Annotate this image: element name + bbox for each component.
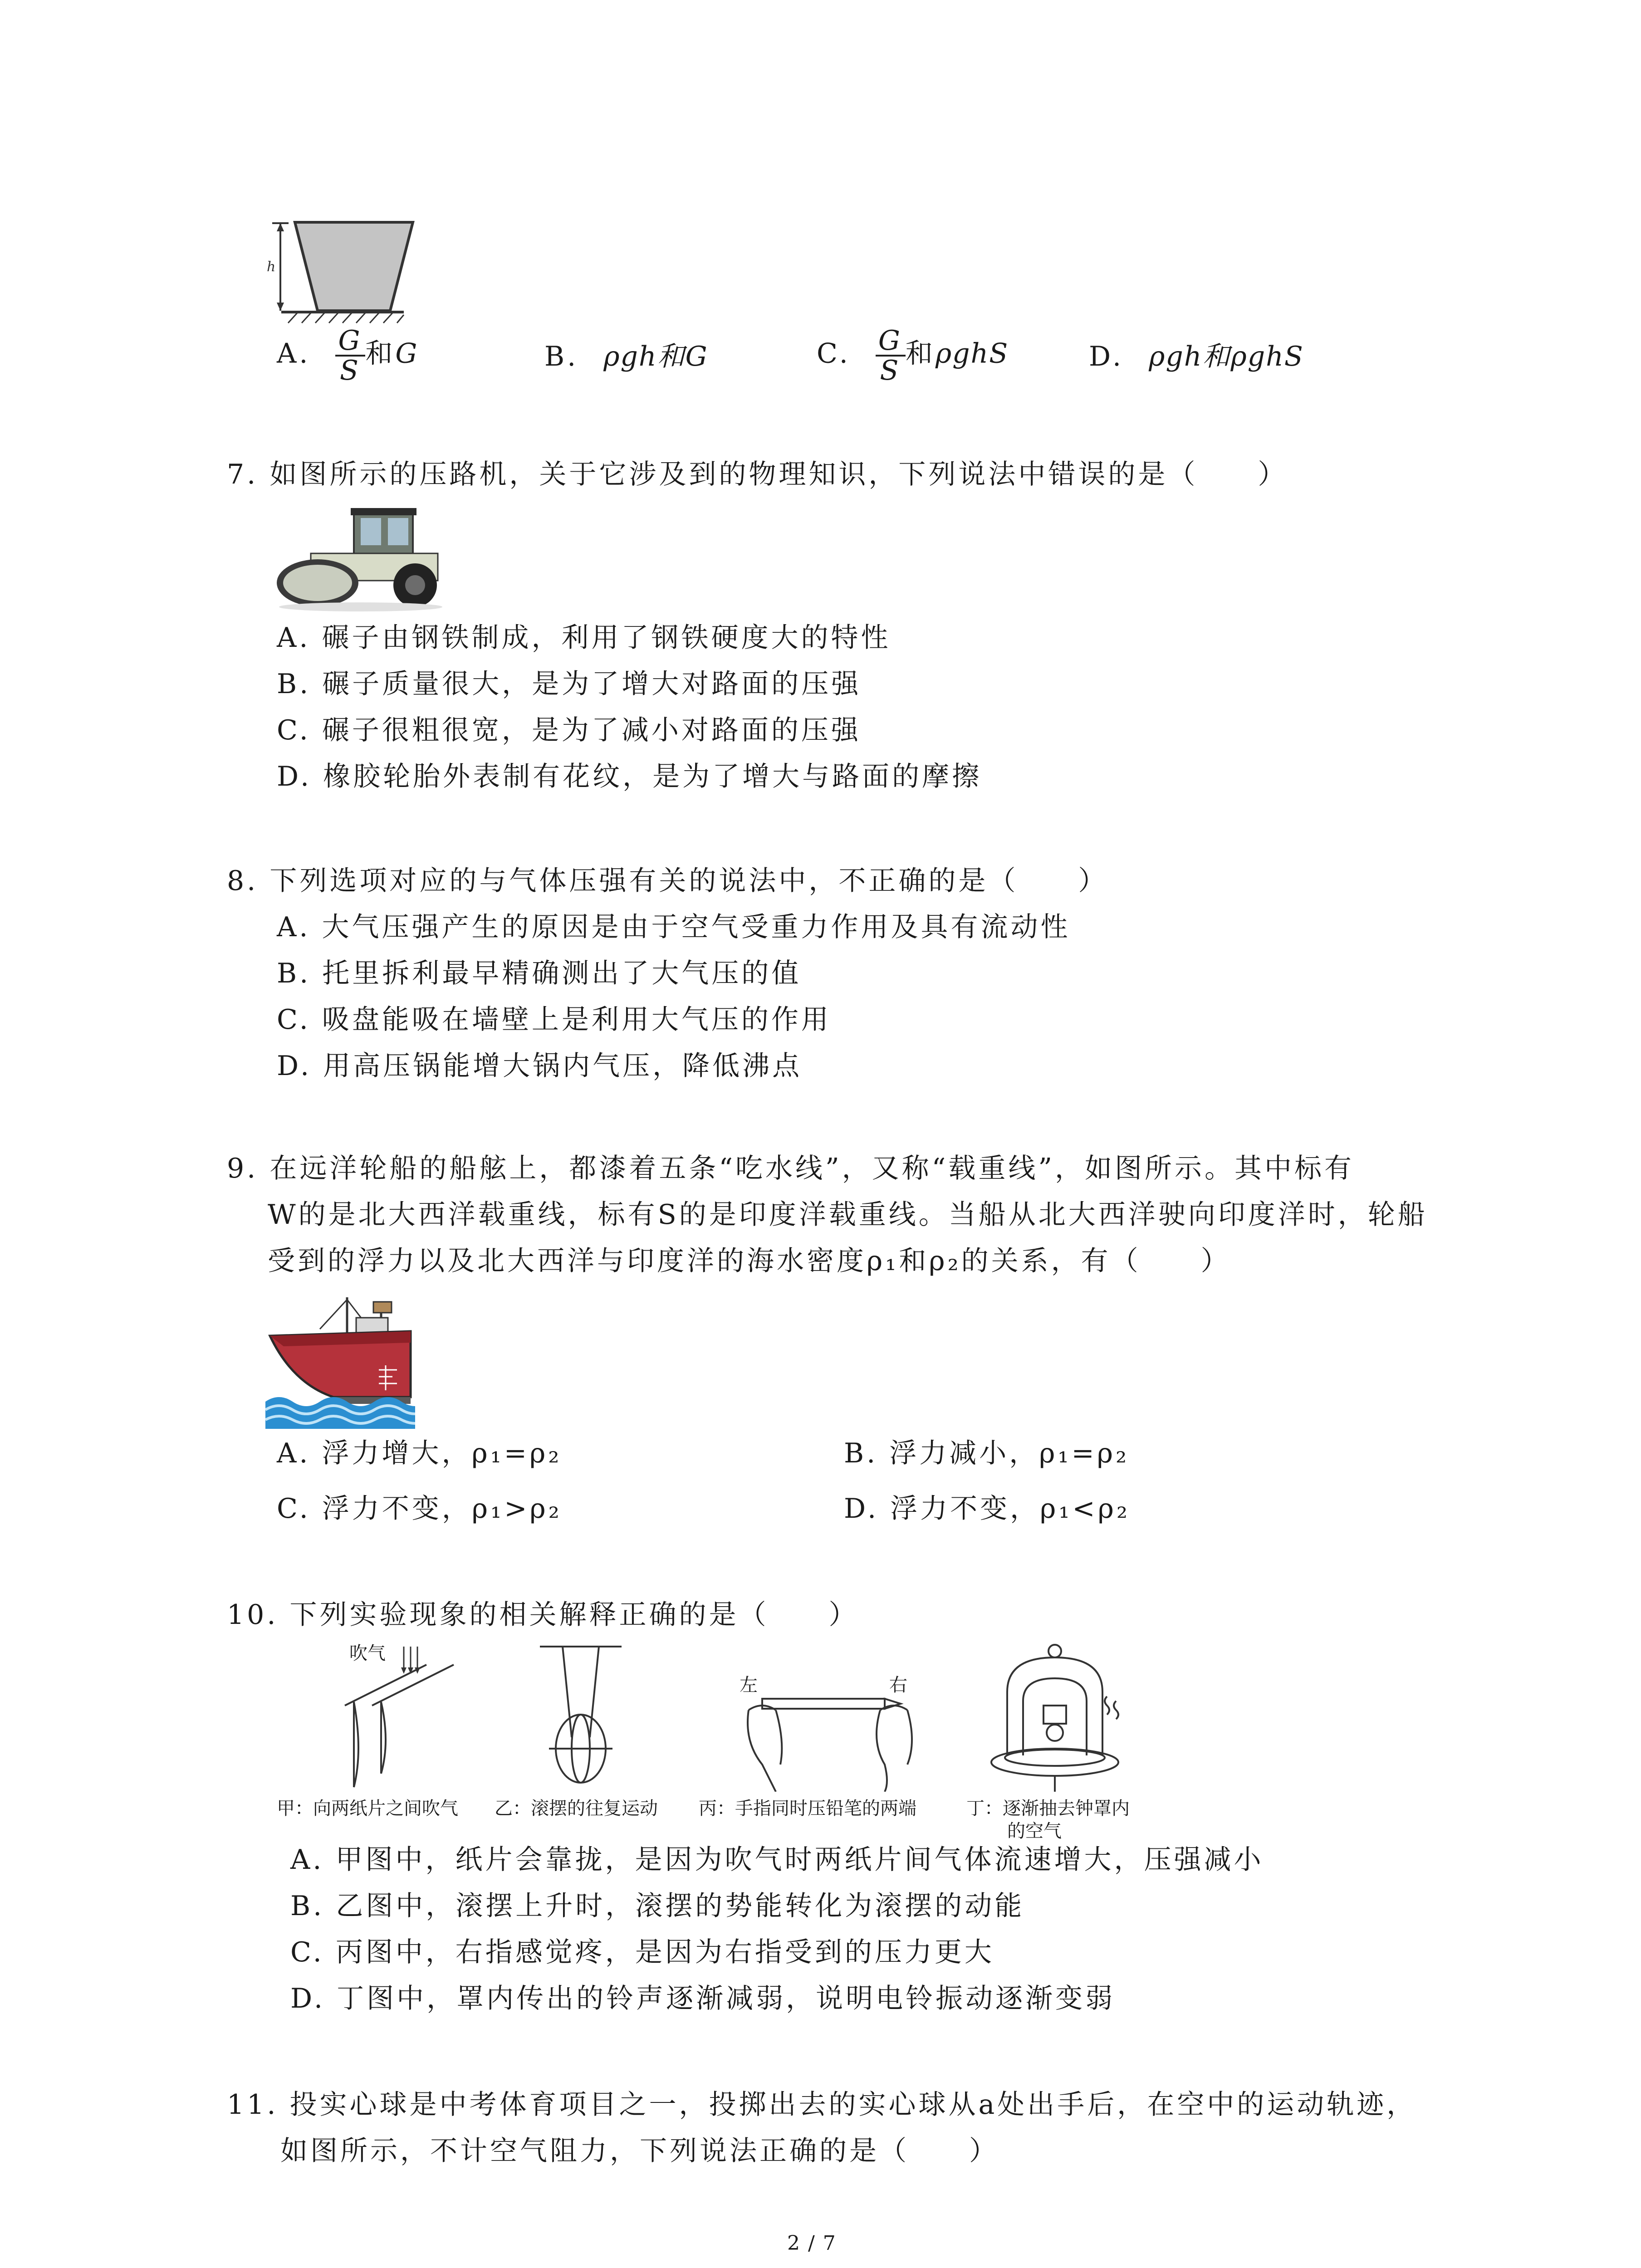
q9-stem-line3: 受到的浮力以及北大西洋与印度洋的海水密度ρ₁和ρ₂的关系，有（ ） (268, 1245, 1231, 1277)
q6-option-b[interactable]: B. ρgh和G (544, 341, 708, 372)
q8-option-c[interactable]: C. 吸盘能吸在墙壁上是利用大气压的作用 (277, 1004, 831, 1036)
fig-label-left: 左 (740, 1675, 758, 1696)
svg-text:h: h (267, 259, 276, 275)
q9-stem-line2: W的是北大西洋载重线，标有S的是印度洋载重线。当船从北大西洋驶向印度洋时，轮船 (268, 1199, 1428, 1231)
q8-stem: 8. 下列选项对应的与气体压强有关的说法中，不正确的是（ ） (227, 865, 1108, 897)
q10-stem: 10. 下列实验现象的相关解释正确的是（ ） (227, 1599, 859, 1631)
figure-ding-bell-jar (980, 1637, 1134, 1805)
q10-option-d[interactable]: D. 丁图中，罩内传出的铃声逐渐减弱，说明电铃振动逐渐变弱 (290, 1983, 1116, 2014)
fig-label-blow: 吹气 (349, 1643, 386, 1664)
caption-ding: 丁：逐渐抽去钟罩内 (966, 1798, 1130, 1819)
caption-ding-line2: 的空气 (1007, 1821, 1062, 1842)
q10-option-b[interactable]: B. 乙图中，滚摆上升时，滚摆的势能转化为滚摆的动能 (290, 1890, 1025, 1922)
fig-label-right: 右 (889, 1675, 907, 1696)
q11-stem-line1: 11. 投实心球是中考体育项目之一，投掷出去的实心球从a处出手后，在空中的运动轨迹， (227, 2089, 1417, 2121)
ship-image (265, 1293, 415, 1429)
road-roller-image (274, 503, 447, 612)
q7-stem: 7. 如图所示的压路机，关于它涉及到的物理知识，下列说法中错误的是（ ） (227, 459, 1288, 490)
figure-yi-maxwell-wheel (531, 1637, 631, 1801)
q8-option-b[interactable]: B. 托里拆利最早精确测出了大气压的值 (277, 958, 802, 989)
q6-option-d[interactable]: D. ρgh和ρghS (1089, 341, 1304, 372)
caption-jia: 甲：向两纸片之间吹气 (277, 1798, 458, 1819)
q10-option-a[interactable]: A. 甲图中，纸片会靠拢，是因为吹气时两纸片间气体流速增大，压强减小 (290, 1844, 1264, 1876)
container-figure (254, 218, 426, 327)
q7-option-a[interactable]: A. 碾子由钢铁制成，利用了钢铁硬度大的特性 (277, 622, 891, 654)
caption-yi: 乙：滚摆的往复运动 (495, 1798, 658, 1819)
q7-option-d[interactable]: D. 橡胶轮胎外表制有花纹，是为了增大与路面的摩擦 (277, 761, 982, 792)
q11-stem-line2: 如图所示，不计空气阻力，下列说法正确的是（ ） (280, 2135, 999, 2167)
caption-bing: 丙：手指同时压铅笔的两端 (699, 1798, 916, 1819)
q7-option-c[interactable]: C. 碾子很粗很宽，是为了减小对路面的压强 (277, 714, 861, 746)
q6-option-c[interactable]: C. $\frac{G}{S}$ 和ρghS (817, 325, 1009, 386)
q9-option-d[interactable]: D. 浮力不变，ρ₁<ρ₂ (844, 1493, 1131, 1525)
q9-option-a[interactable]: A. 浮力增大，ρ₁=ρ₂ (277, 1437, 562, 1469)
q10-option-c[interactable]: C. 丙图中，右指感觉疼，是因为右指受到的压力更大 (290, 1936, 994, 1968)
q9-option-b[interactable]: B. 浮力减小，ρ₁=ρ₂ (844, 1437, 1130, 1469)
q9-stem-line1: 9. 在远洋轮船的船舷上，都漆着五条“吃水线”，又称“载重线”，如图所示。其中标有 (227, 1153, 1355, 1184)
q6-option-a[interactable]: A. $\frac{G}{S}$ 和G (277, 325, 418, 386)
page-number: 2 / 7 (787, 2232, 837, 2255)
q9-option-c[interactable]: C. 浮力不变，ρ₁>ρ₂ (277, 1493, 562, 1525)
q8-option-a[interactable]: A. 大气压强产生的原因是由于空气受重力作用及具有流动性 (277, 911, 1071, 943)
q7-option-b[interactable]: B. 碾子质量很大，是为了增大对路面的压强 (277, 668, 862, 700)
q8-option-d[interactable]: D. 用高压锅能增大锅内气压，降低沸点 (277, 1050, 803, 1082)
